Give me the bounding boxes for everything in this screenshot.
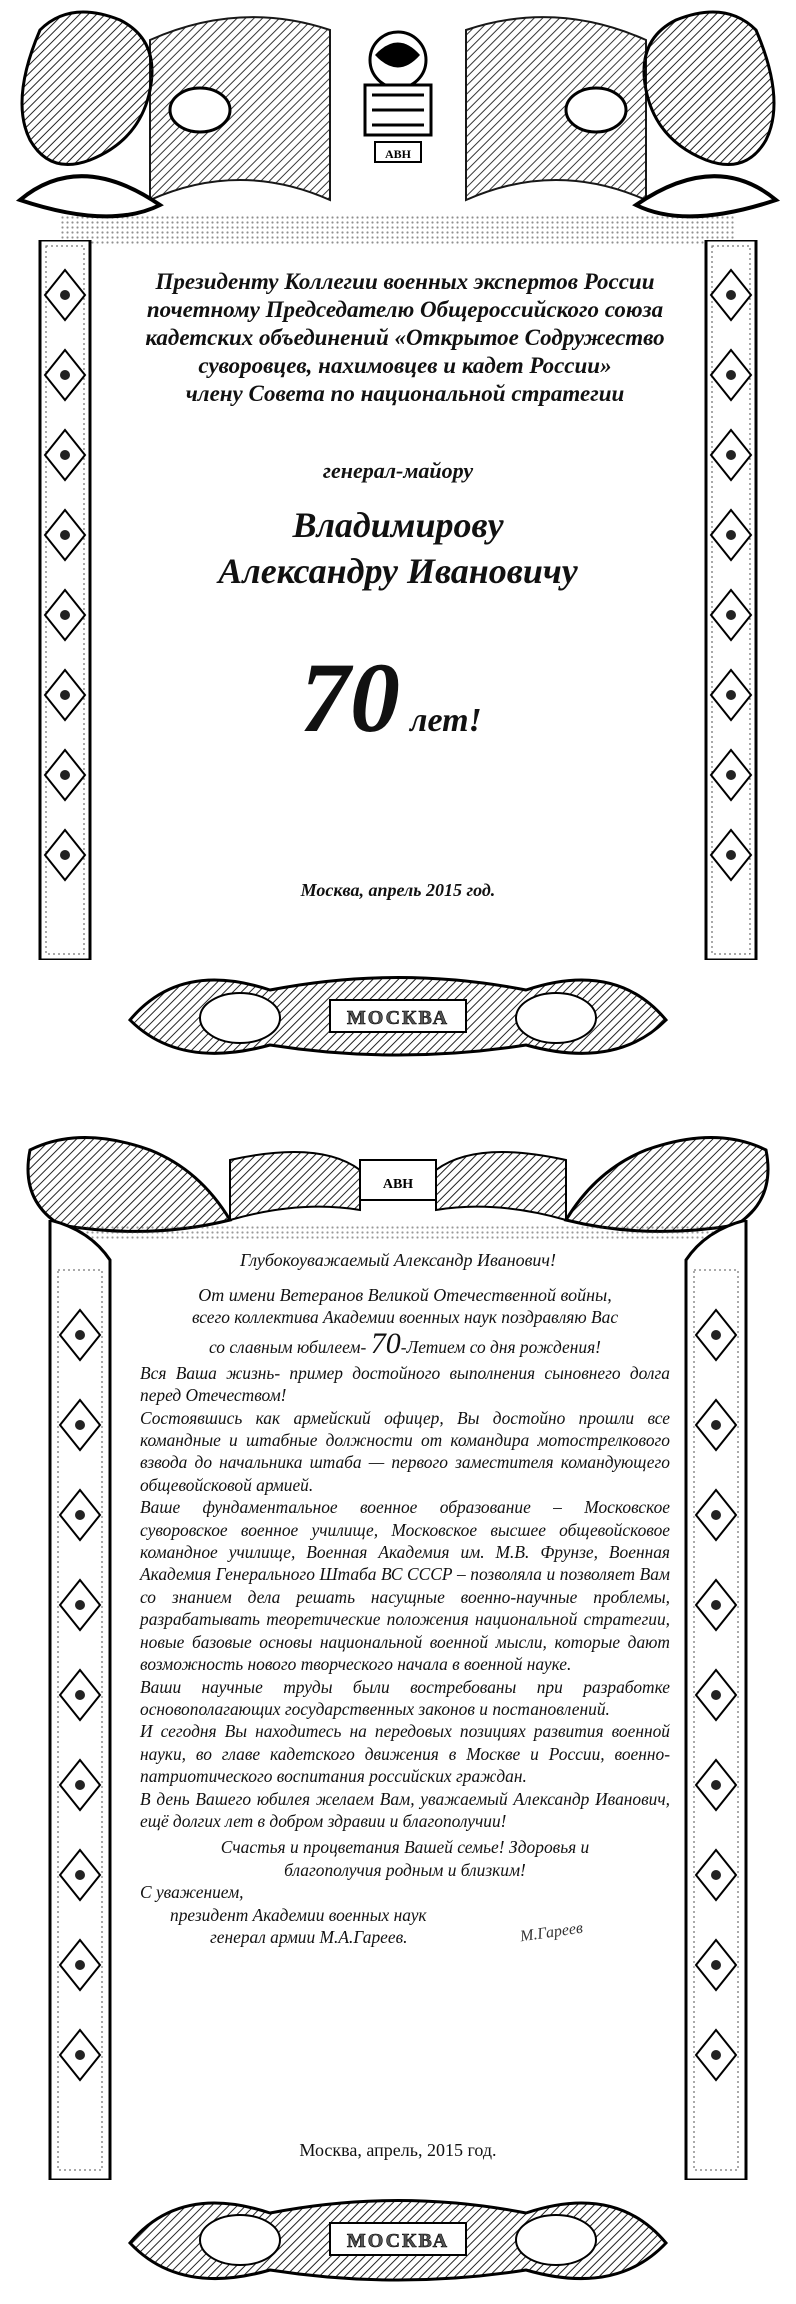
emblem-label: АВН — [382, 1177, 414, 1192]
banner-label: МОСКВА — [346, 1007, 450, 1029]
anniversary-heading — [300, 640, 482, 755]
recipient-title-line: суворовцев, нахимовцев и кадет России» — [198, 353, 612, 378]
opening-line: От имени Ветеранов Великой Отечественной войны, — [198, 1285, 612, 1305]
anniversary-number: 70 — [300, 642, 400, 753]
opening-line-anniversary — [140, 1326, 670, 1362]
anniversary-word: лет! — [410, 702, 482, 739]
certificate-top-ornament — [0, 0, 796, 250]
letter-paragraph: Состоявшись как армейский офицер, Вы достойно прошли все командные и штабные должности от командира мотострелкового взвода до начальника штаба — первого заместителя командующего общевойсковой армией. — [140, 1407, 670, 1495]
signer-name — [210, 1919, 670, 1948]
opening-anniversary-pre: со славным юбилеем- — [209, 1336, 367, 1357]
recipient-title-line: кадетских объединений «Открытое Содружество — [145, 325, 665, 350]
letter-right-border — [676, 1220, 766, 2180]
recipient-rank: генерал-майору — [322, 458, 474, 483]
recipient-title-line: почетному Председателю Общероссийского союза — [146, 297, 664, 322]
recipient-first-patronymic: Александру Ивановичу — [218, 551, 578, 591]
letter-paragraph: Ваше фундаментальное военное образование – Московское суворовское военное училище, Московское высшее общевойсковое командное училище, Военная Академия им. М.В. Фрунзе, Военная Академия Генерального Штаба ВС СССР – позволяла и позволяет Вам со знанием дела решать насущные военно-научные проблемы, разрабатывать теоретические положения национальной стратегии, новые базовые основы национальной военной мысли, которые дают возможность нового творческого начала в военной науке. — [140, 1497, 670, 1675]
banner-label: МОСКВА — [346, 2230, 450, 2252]
letter-paragraph: Вся Ваша жизнь- пример достойного выполнения сыновнего долга перед Отечеством! — [140, 1362, 670, 1406]
certificate-bottom-banner — [120, 960, 676, 1070]
signer-name-text: генерал армии М.А.Гареев. — [210, 1926, 408, 1947]
signer-title: президент Академии военных наук — [170, 1904, 427, 1925]
letter-body — [140, 1284, 670, 1948]
letter-salutation: Глубокоуважаемый Александр Иванович! — [239, 1250, 557, 1270]
letter-paragraph: И сегодня Вы находитесь на передовых позициях развития военной науки, во главе кадетского движения в Москве и России, военно-патриотического воспитания российских граждан. — [140, 1721, 670, 1787]
recipient-title-line: Президенту Коллегии военных экспертов России — [155, 269, 655, 294]
recipient-name — [0, 502, 796, 594]
certificate-left-border — [30, 240, 100, 960]
letter-place-date: Москва, апрель, 2015 год. — [299, 2140, 497, 2160]
signature: М.Гареев — [519, 1919, 584, 1946]
academy-emblem-icon — [365, 32, 431, 162]
certificate-right-border — [696, 240, 766, 960]
opening-anniversary-post: -Летием со дня рождения! — [400, 1336, 601, 1357]
certificate-place-date: Москва, апрель 2015 год. — [300, 880, 496, 900]
recipient-surname: Владимирову — [292, 505, 504, 545]
recipient-titles — [110, 268, 700, 408]
letter-left-border — [30, 1220, 120, 2180]
opening-anniversary-number: 70 — [370, 1326, 401, 1360]
wishes-line: Счастья и процветания Вашей семье! Здоровья и — [220, 1837, 590, 1858]
letter-closing: С уважением, — [140, 1882, 244, 1903]
opening-line: всего коллектива Академии военных наук поздравляю Вас — [191, 1307, 619, 1328]
letter-paragraph: В день Вашего юбилея желаем Вам, уважаемый Александр Иванович, ещё долгих лет в добром здравии и благополучии! — [140, 1788, 670, 1831]
letter-paragraph: Ваши научные труды были востребованы при разработке основополагающих государственных законов и постановлений. — [140, 1676, 670, 1719]
recipient-title-line: члену Совета по национальной стратегии — [185, 381, 625, 406]
letter-bottom-banner — [120, 2178, 676, 2298]
emblem-label: АВН — [384, 147, 412, 161]
wishes-line: благополучия родным и близким! — [284, 1859, 526, 1880]
